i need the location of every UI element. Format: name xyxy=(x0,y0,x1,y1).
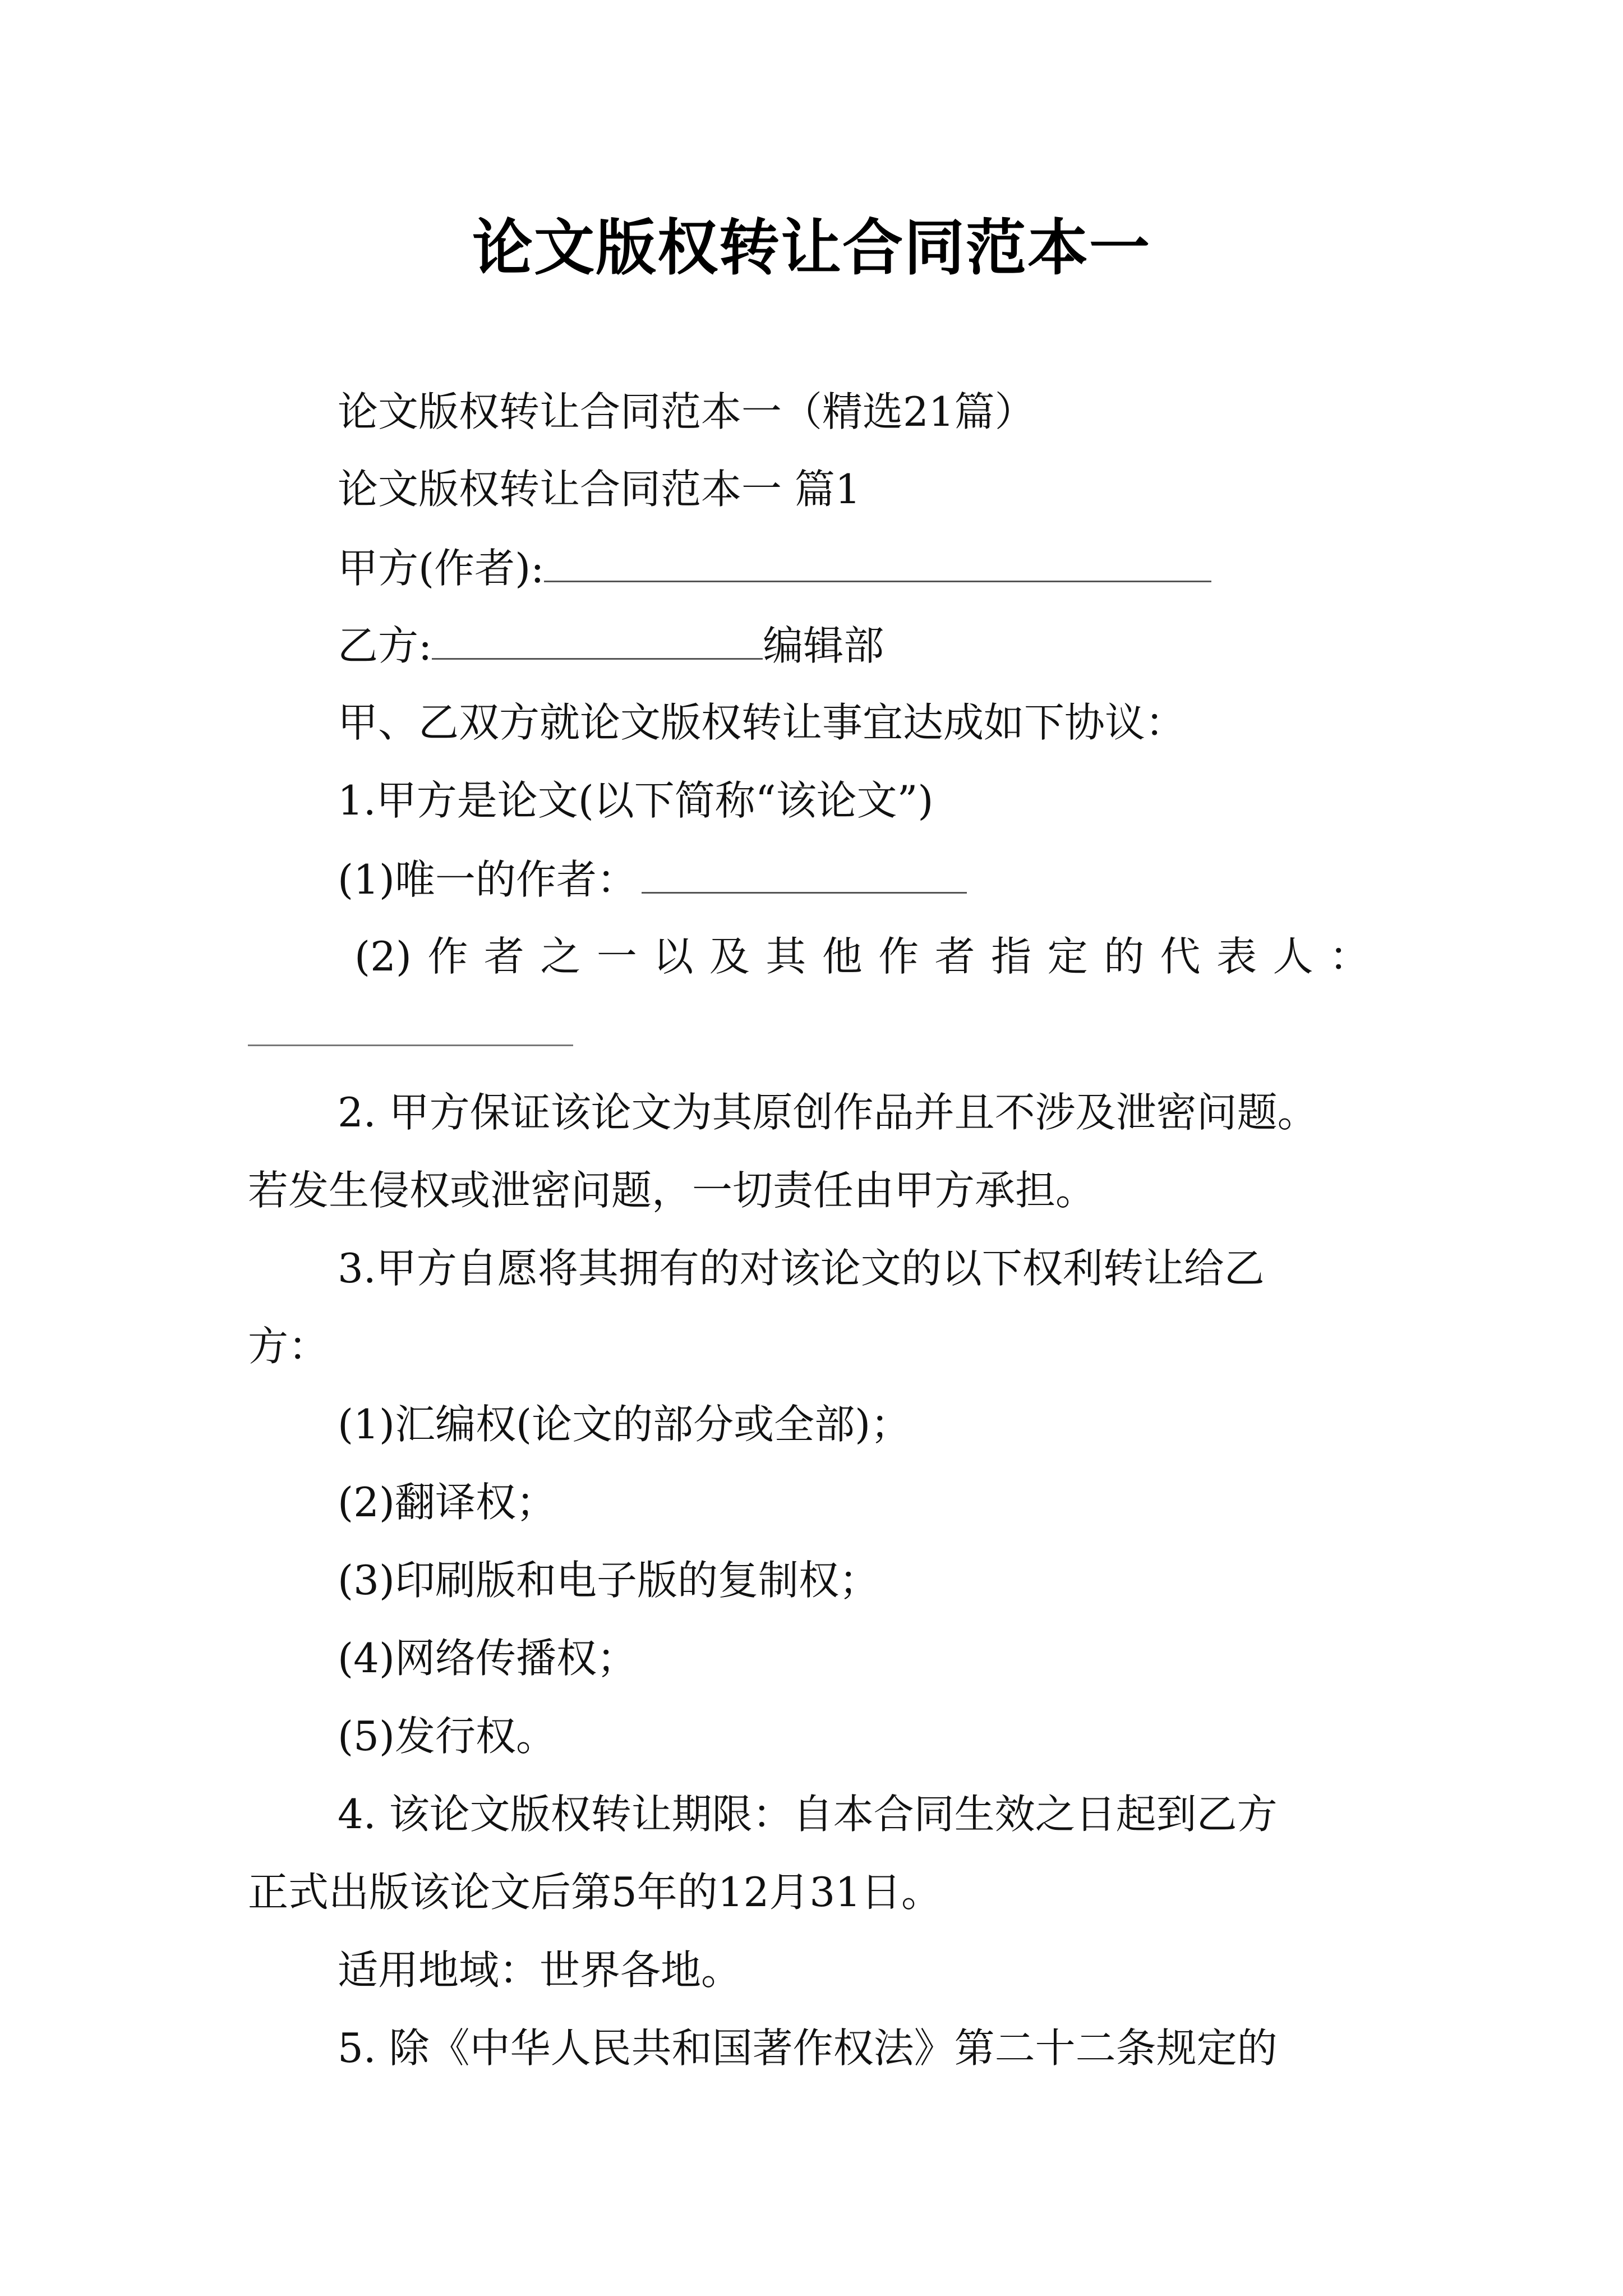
rep-char: 代 xyxy=(1160,933,1201,980)
applicable-region: 适用地域：世界各地。 xyxy=(338,1947,742,1994)
party-a-label: 甲方(作者): xyxy=(338,545,545,592)
clause-3-line-2: 方： xyxy=(248,1323,329,1370)
section-heading: 论文版权转让合同范本一 篇1 xyxy=(338,466,861,513)
rep-char: 表 xyxy=(1216,933,1257,980)
clause-5-line-1: 5. 除《中华人民共和国著作权法》第二十二条规定的 xyxy=(338,2024,1278,2072)
rep-char: 以 xyxy=(653,933,694,980)
rep-char: 定 xyxy=(1047,933,1088,980)
clause-1-sole-author-line xyxy=(338,856,967,903)
agreement-intro: 甲、乙双方就论文版权转让事宜达成如下协议： xyxy=(338,699,1186,746)
rep-char: 他 xyxy=(822,933,863,980)
rep-char: 人 xyxy=(1272,933,1313,980)
rep-char: (2) xyxy=(354,933,412,980)
right-distribution: (5)发行权。 xyxy=(338,1713,556,1760)
clause-1: 1.甲方是论文(以下简称“该论文”) xyxy=(338,777,934,824)
sole-author-blank xyxy=(642,858,967,894)
party-b-label: 乙方: xyxy=(338,622,432,669)
clause-1-sole-author: (1)唯一的作者： xyxy=(338,856,637,903)
representative-blank xyxy=(248,1045,573,1046)
clause-1-representative xyxy=(354,933,1370,980)
rep-char: 指 xyxy=(991,933,1032,980)
clause-4-line-1: 4. 该论文版权转让期限：自本合同生效之日起到乙方 xyxy=(338,1791,1278,1838)
right-translation: (2)翻译权； xyxy=(338,1479,556,1526)
rep-char: 之 xyxy=(540,933,581,980)
rep-char: 一 xyxy=(596,933,637,980)
document-title: 论文版权转让合同范本一 xyxy=(472,213,1151,283)
party-b-line xyxy=(338,622,884,669)
rep-char: 其 xyxy=(766,933,806,980)
rep-char: 作 xyxy=(878,933,919,980)
clause-2-line-2: 若发生侵权或泄密问题，一切责任由甲方承担。 xyxy=(248,1167,1096,1214)
rep-char: 者 xyxy=(483,933,524,980)
party-a-line xyxy=(338,545,1211,592)
clause-4-line-2: 正式出版该论文后第5年的12月31日。 xyxy=(248,1869,942,1916)
subtitle-line: 论文版权转让合同范本一（精选21篇） xyxy=(338,388,1035,435)
rep-char: 及 xyxy=(709,933,750,980)
right-compilation: (1)汇编权(论文的部分或全部)； xyxy=(338,1401,911,1448)
right-reproduction: (3)印刷版和电子版的复制权； xyxy=(338,1557,879,1604)
clause-2-line-1: 2. 甲方保证该论文为其原创作品并且不涉及泄密问题。 xyxy=(338,1089,1318,1136)
party-b-suffix: 编辑部 xyxy=(763,622,884,669)
party-b-blank xyxy=(432,624,763,660)
rep-char: 作 xyxy=(427,933,468,980)
right-network: (4)网络传播权； xyxy=(338,1635,637,1682)
rep-char: ： xyxy=(1329,933,1370,980)
party-a-blank xyxy=(544,547,1211,582)
clause-3-line-1: 3.甲方自愿将其拥有的对该论文的以下权利转让给乙 xyxy=(338,1245,1265,1292)
rep-char: 的 xyxy=(1104,933,1145,980)
rep-char: 者 xyxy=(934,933,975,980)
